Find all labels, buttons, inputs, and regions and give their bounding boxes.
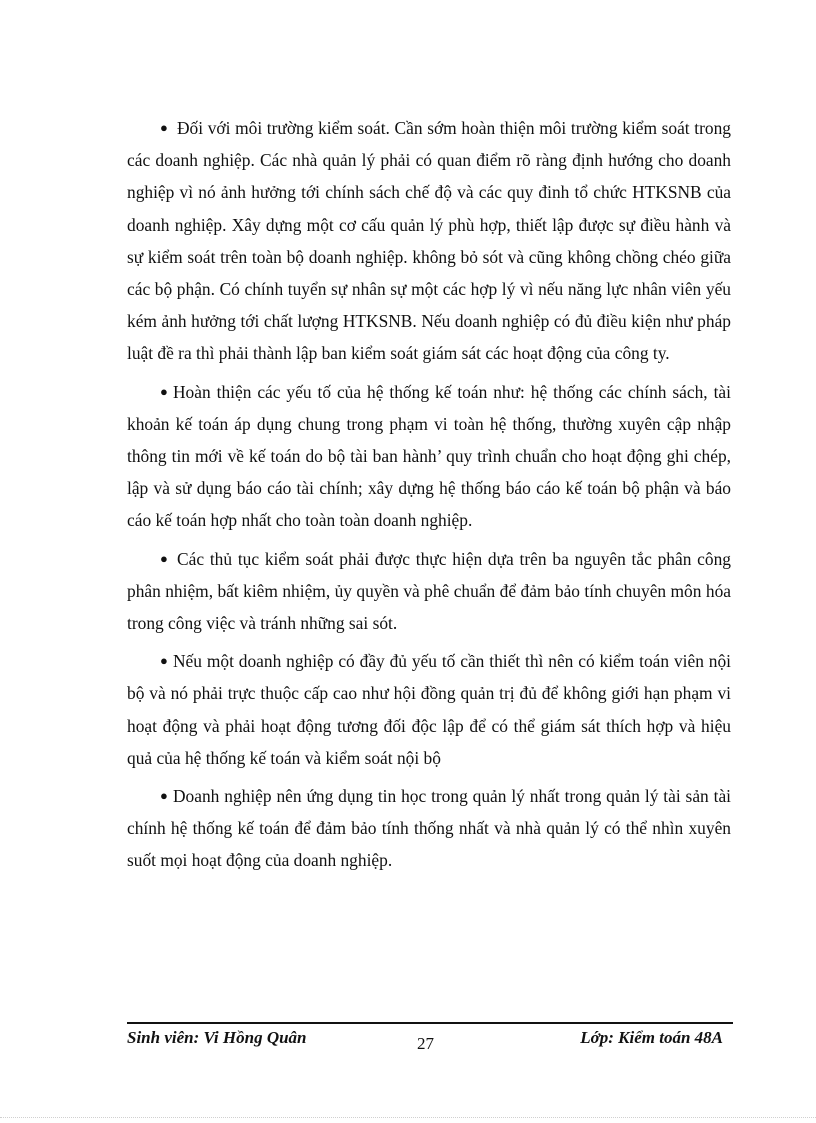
paragraph-text: Nếu một doanh nghiệp có đầy đủ yếu tố cần thiết thì nên có kiểm toán viên nội bộ và nó phải trực thuộc cấp cao như hội đồng quản trị đủ để không giới hạn phạm vi hoạt động và phải hoạt động tương đối độc lập để có thể giám sát thích hợp và hiệu quả của hệ thống kế toán và kiểm soát nội bộ — [127, 651, 731, 768]
page-bottom-edge — [0, 1117, 816, 1118]
bullet-icon: ● — [160, 653, 168, 669]
paragraph-control-environment — [127, 112, 731, 370]
footer-student-name: Sinh viên: Vi Hồng Quân — [127, 1028, 307, 1047]
page-footer — [127, 1027, 733, 1055]
paragraph-internal-auditor — [127, 645, 731, 774]
paragraph-text: Hoàn thiện các yếu tố của hệ thống kế toán như: hệ thống các chính sách, tài khoản kế toán áp dụng chung trong phạm vi toàn hệ thống, thường xuyên cập nhập thông tin mới về kế toán do bộ tài ban hành’ quy trình chuẩn cho hoạt động ghi chép, lập và sử dụng báo cáo tài chính; xây dựng hệ thống báo cáo kế toán bộ phận và báo cáo kế toán hợp nhất cho toàn toàn doanh nghiệp. — [127, 381, 731, 531]
bullet-icon: ● — [160, 788, 168, 804]
footer-class: Lớp: Kiểm toán 48A — [580, 1028, 723, 1047]
paragraph-text: Các thủ tục kiểm soát phải được thực hiện dựa trên ba nguyên tắc phân công phân nhiệm, bất kiêm nhiệm, ủy quyền và phê chuẩn để đảm bảo tính chuyên môn hóa trong công việc và tránh những sai sót. — [127, 548, 731, 634]
bullet-icon: ● — [160, 120, 168, 135]
bullet-icon: ● — [160, 383, 168, 399]
paragraph-text: Đối với môi trường kiểm soát. Cần sớm hoàn thiện môi trường kiểm soát trong các doanh nghiệp. Các nhà quản lý phải có quan điểm rõ ràng định hướng cho doanh nghiệp vì nó ảnh hưởng tới chính sách chế độ và các quy đinh tổ chức HTKSNB của doanh nghiệp. Xây dựng một cơ cấu quản lý phù hợp, thiết lập được sự điều hành và sự kiểm soát trên toàn bộ doanh nghiệp. không bỏ sót và cũng không chồng chéo giữa các bộ phận. Có chính tuyển sự nhân sự một các hợp lý vì nếu năng lực nhân viên yếu kém ảnh hưởng tới chất lượng HTKSNB. Nếu doanh nghiệp có đủ điều kiện như pháp luật đề ra thì phải thành lập ban kiểm soát giám sát các hoạt động của công ty. — [127, 118, 731, 364]
page-number: 27 — [417, 1034, 434, 1053]
document-body — [127, 112, 731, 883]
paragraph-control-procedures — [127, 543, 731, 640]
paragraph-accounting-system — [127, 376, 731, 537]
paragraph-text: Doanh nghiệp nên ứng dụng tin học trong quản lý nhất trong quản lý tài sản tài chính hệ thống kế toán để đảm bảo tính thống nhất và nhà quản lý có thể nhìn xuyên suốt mọi hoạt động của doanh nghiệp. — [127, 786, 731, 871]
footer-divider — [127, 1022, 733, 1024]
bullet-icon: ● — [160, 550, 168, 566]
paragraph-it-application — [127, 780, 731, 877]
